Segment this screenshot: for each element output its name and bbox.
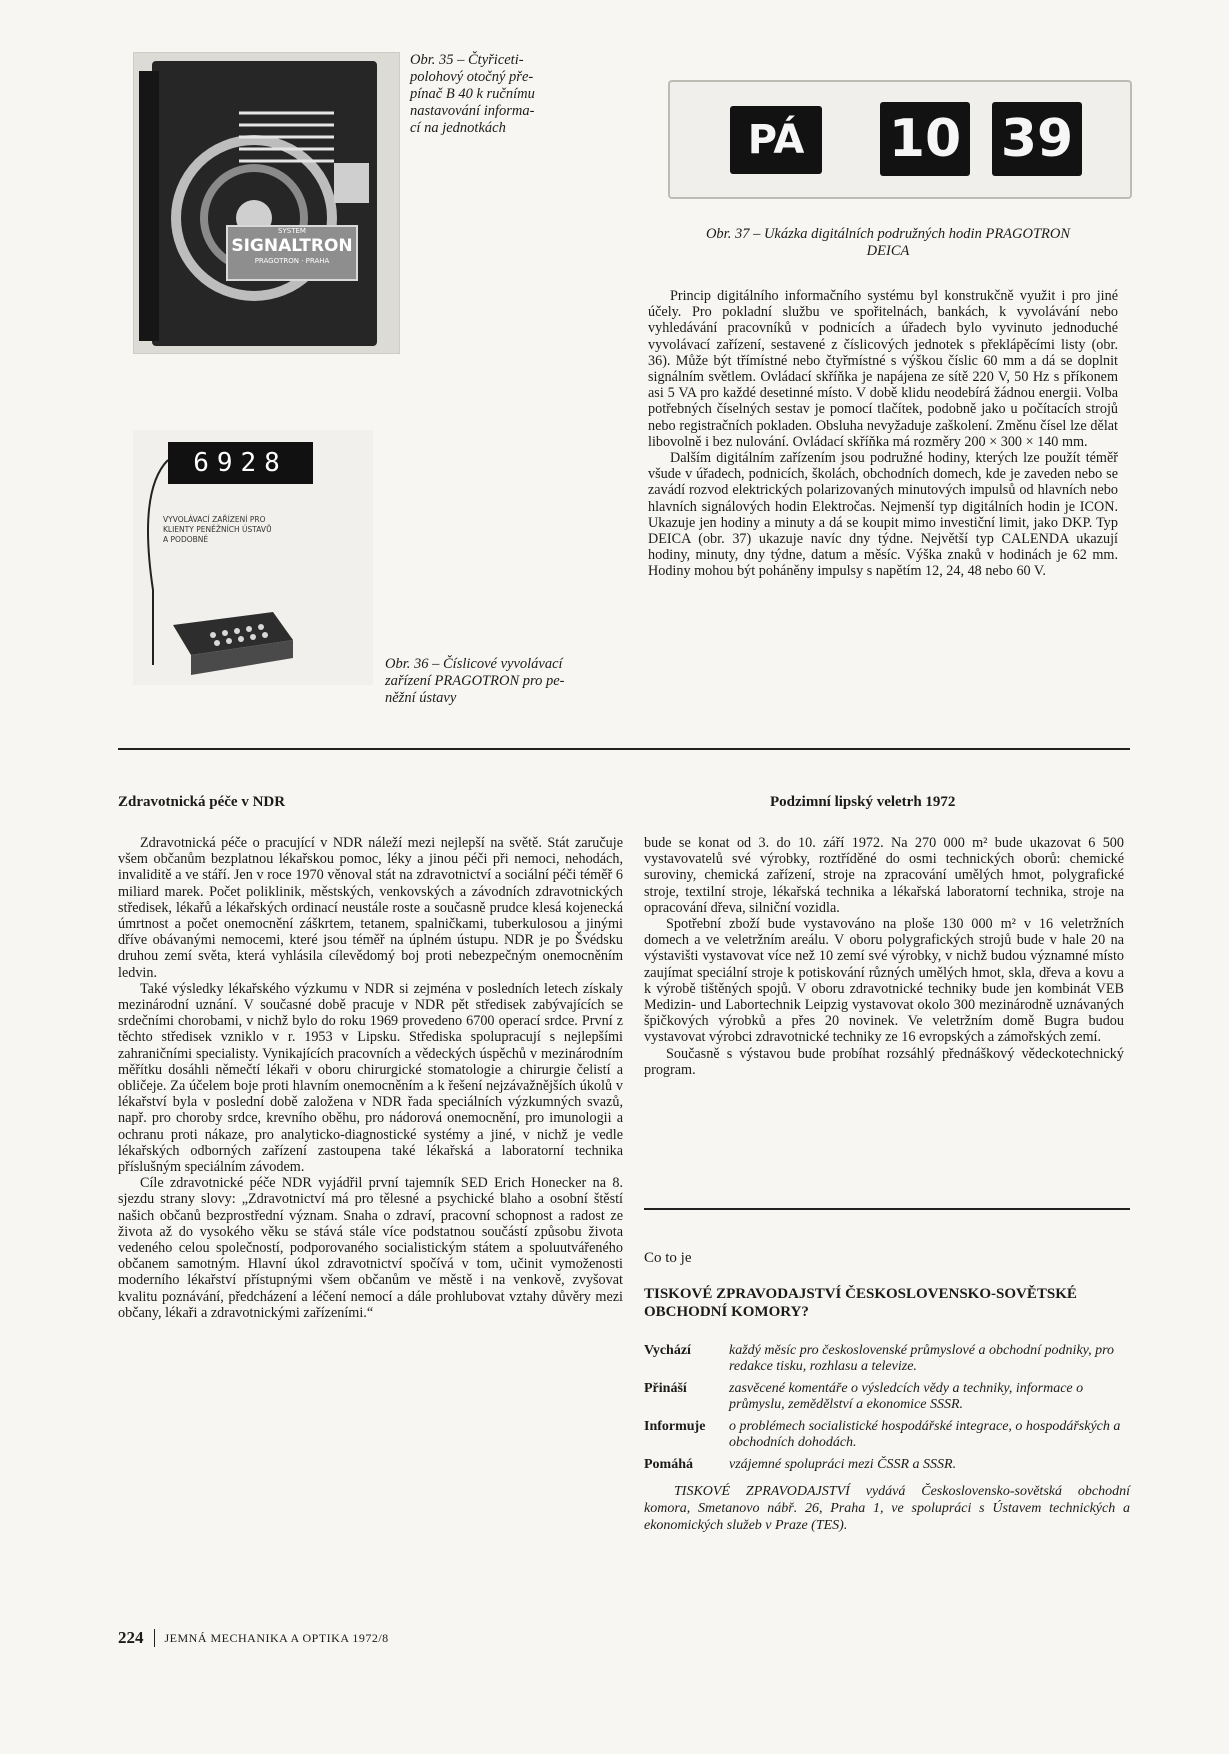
article-right-title: Podzimní lipský veletrh 1972 bbox=[770, 794, 956, 810]
caption-line: něžní ústavy bbox=[385, 690, 457, 706]
label-pragotron: PRAGOTRON · PRAHA bbox=[254, 257, 330, 265]
control-box-illustration bbox=[133, 430, 373, 685]
article-left-body bbox=[118, 835, 623, 1321]
box-row bbox=[644, 1419, 1130, 1451]
paragraph: bude se konat od 3. do 10. září 1972. Na 270 000 m² bude ukazovat 6 500 vystavovatelů své výrobky, roztříděné do osmi technických oborů: chemické suroviny, chemická zařízení, stroje na zpracování umělých hmot, polygrafické stroje, textilní stroje, lékařská technika a lékařská laboratorní technika, stroje na opracování dřeva, silniční vozidla. bbox=[644, 835, 1124, 916]
box-row bbox=[644, 1381, 1130, 1413]
label-system: SYSTEM bbox=[278, 227, 306, 235]
caption-line: nastavování informa- bbox=[410, 103, 535, 119]
paragraph: Princip digitálního informačního systému byl konstrukčně využit i pro jiné účely. Pro pokladní službu ve spořitelnách, bankách, k vyvolávání nebo vyhledávání pracovníků v podnicích a úřadech bylo vyvinuto jednoduché vyvolávací zařízení, sestavené z číslicových jednotek s překlápěcími listy (obr. 36). Může být třímístné nebo čtyřmístné s výškou číslic 60 mm a dá se doplnit signálním světlem. Ovládací skříňka je napájena ze sítě 220 V, 50 Hz s příkonem asi 5 VA pro každé desetinné místo. V době klidu neodebírá žádnou energii. Volba potřebných číselných sestav je pomocí tlačítek, podobně jako u počítacích strojů nebo registračních pokladen. Obsluha nevyžaduje zaškolení. Změnu čísel lze dělat libovolně i bez nulování. Ovládací skříňka má rozměry 200 × 300 × 140 mm. bbox=[648, 288, 1118, 450]
paragraph: Současně s výstavou bude probíhat rozsáhlý přednáškový vědeckotechnický program. bbox=[644, 1045, 1124, 1078]
figure-37-clock bbox=[668, 80, 1132, 199]
caption-line: DEICA bbox=[866, 243, 910, 259]
digital-system-text bbox=[648, 288, 1118, 580]
figure-36-photo bbox=[133, 430, 373, 685]
section-divider bbox=[118, 748, 1130, 750]
box-row bbox=[644, 1457, 1130, 1473]
row-text: vzájemné spolupráci mezi ČSSR a SSSR. bbox=[729, 1457, 957, 1472]
clock-day: PÁ bbox=[730, 106, 822, 174]
box-divider bbox=[644, 1208, 1130, 1210]
panel-text-line: VYVOLÁVACÍ ZAŘÍZENÍ PRO bbox=[163, 515, 266, 524]
caption-line: polohový otočný pře- bbox=[410, 69, 534, 85]
row-text: zasvěcené komentáře o výsledcích vědy a techniky, informace o průmyslu, zemědělství a ekonomice SSSR. bbox=[729, 1381, 1084, 1412]
figure-35-photo bbox=[133, 52, 400, 354]
paragraph: Zdravotnická péče o pracující v NDR náleží mezi nejlepší na světě. Stát zaručuje všem občanům bezplatnou lékařskou pomoc, léky a jinou péči při nemoci, nehodách, invaliditě a ve stáří. Jen v roce 1970 věnoval stát na zdravotnictví a sociální péči téměř 6 miliard marek. Počet poliklinik, městských, venkovských a závodních zdravotnických středisek, lékařů a lékařských ordinací neustále roste a současně prudce klesá kojenecká úmrtnost a počet onemocnění záškrtem, tetanem, spalničkami, tuberkulosou a jinými dříve obávanými nemocemi, které jsou téměř na úplném ústupu. NDR je po Švédsku druhou zemí světa, která vyhlásila cílevědomý boj proti nebezpečným onemocněním ledvin. bbox=[118, 835, 623, 981]
panel-text-line: KLIENTY PENĚŽNÍCH ÚSTAVŮ bbox=[163, 525, 272, 534]
panel-text-line: A PODOBNÉ bbox=[163, 535, 209, 544]
caption-line: Obr. 36 – Číslicové vyvolávací bbox=[385, 656, 563, 672]
page-footer bbox=[118, 1628, 389, 1648]
caption-line: Obr. 37 – Ukázka digitálních podružných hodin PRAGOTRON bbox=[705, 226, 1071, 242]
row-label: Vychází bbox=[644, 1343, 691, 1358]
row-label: Přináší bbox=[644, 1381, 687, 1396]
clock-hours: 10 bbox=[880, 102, 970, 176]
calling-display: 6928 bbox=[168, 442, 313, 484]
box-footer: TISKOVÉ ZPRAVODAJSTVÍ vydává Československo-sovětská obchodní komora, Smetanovo nábř. 26, Praha 1, ve spolupráci s Ústavem technických a ekonomických služeb v Praze (TES). bbox=[644, 1484, 1130, 1533]
article-left-title: Zdravotnická péče v NDR bbox=[118, 794, 286, 810]
page-number: 224 bbox=[118, 1628, 144, 1647]
figure-36-caption bbox=[385, 656, 625, 707]
caption-line: zařízení PRAGOTRON pro pe- bbox=[385, 673, 565, 689]
row-label: Pomáhá bbox=[644, 1457, 693, 1472]
paragraph: Také výsledky lékařského výzkumu v NDR si zejména v posledních letech získaly mezinárodní uznání. V současné době pracuje v NDR pět středisek zabývajících se srdečními chorobami, v nichž bylo do roku 1969 provedeno 6700 operací srdce. První z těchto středisek vzniklo v r. 1953 v Lipsku. Střediska spolupracují s nejlepšími zahraničními specialisty. Vynikajících pracovních a vědeckých úspěchů v mezinárodním měřítku dosáhli němečtí lékaři v oboru chirurgické stomatologie a chirurgie čelistí a obličeje. Za účelem boje proti hlavním onemocněním a k řešení nejzávažnějších úkolů v lékařství byla v poslední době založena v NDR řada speciálních výzkumných svazů, např. pro choroby srdce, krevního oběhu, pro nádorová onemocnění, pro imunologii a ochranu proti nákaze, pro analyticko-diagnostické systémy a jiné, v nichž je vedle lékařských odborných zařízení zastoupena také lékařská a laboratorní technika příslušným speciálním závodem. bbox=[118, 980, 623, 1176]
journal-name: JEMNÁ MECHANIKA A OPTIKA 1972/8 bbox=[164, 1630, 389, 1645]
article-right-body bbox=[644, 835, 1124, 1078]
box-headline: TISKOVÉ ZPRAVODAJSTVÍ ČESKOSLOVENSKO-SOVĚTSKÉ OBCHODNÍ KOMORY? bbox=[644, 1286, 1077, 1320]
row-text: každý měsíc pro československé průmyslové a obchodní podniky, pro redakce tisku, rozhlasu a televize. bbox=[729, 1343, 1115, 1374]
label-signaltron: SIGNALTRON bbox=[231, 236, 353, 256]
caption-line: Obr. 35 – Čtyřiceti- bbox=[410, 52, 524, 68]
press-service-box bbox=[644, 1250, 1130, 1534]
caption-line: cí na jednotkách bbox=[410, 120, 506, 136]
figure-37-caption bbox=[648, 226, 1128, 260]
row-text: o problémech socialistické hospodářské integrace, o hospodářských a obchodních dohodách. bbox=[729, 1419, 1121, 1450]
paragraph: Cíle zdravotnické péče NDR vyjádřil první tajemník SED Erich Honecker na 8. sjezdu strany slovy: „Zdravotnictví má pro tělesné a psychické blaho a osobní štěstí našich občanů bezprostřední význam. Snaha o zdraví, pracovní schopnost a radost ze života až do vysokého věku se stává stále více podstatnou součástí způsobu života vedeného celou společností, podporovaného socialistickým státem a spoluutvářeného občanem samotným. Hlavní úkol zdravotnictví spočívá v tom, učinit vymoženosti moderního lékařství přístupnými všem občanům ve městě i na venkově, zvyšovat kvalitu poznávání, předcházení a léčení nemocí a dále prohlubovat vztahy důvěry mezi občany, lékaři a zdravotnickými zařízeními.“ bbox=[118, 1175, 623, 1321]
paragraph: Dalším digitálním zařízením jsou podružné hodiny, kterých lze použít téměř všude v úřadech, podnicích, školách, obchodních domech, kde je zaveden nebo se zavádí rozvod elektrických polarizovaných minutových impulsů od hlavních nebo hlavních signálových hodin Elektročas. Nejmenší typ digitálních hodin je ICON. Ukazuje jen hodiny a minuty a dá se koupit mimo investiční limit, jako DKP. Typ DEICA (obr. 37) ukazuje navíc dny týdne. Největší typ CALENDA ukazují hodiny, minuty, dny týdne, datum a měsíc. Výška znaků v hodinách je 62 mm. Hodiny mohou být poháněny impulsy s napětím 12, 24, 48 nebo 60 V. bbox=[648, 450, 1118, 580]
rotary-switch-illustration bbox=[134, 53, 399, 353]
paragraph: Spotřební zboží bude vystavováno na ploše 130 000 m² v 16 veletržních domech a ve veletržním areálu. V oboru polygrafických strojů bude v hale 20 na výstavišti vystavovat více než 10 zemí své výrobky, v nichž budou významné místo zaujímat speciální stroje k potiskování různých umělých hmot, skla, dřeva a kovu a k výrobě tištěných spojů. V oboru zdravotnické techniky bude jen kombinát VEB Medizin- und Labortechnik Leipzig vystavovat okolo 300 mezinárodně uznávaných špičkových výrobků a přes 20 novinek. Ve veletržním domě Bugra budou vystavovat výrobci zdravotnické techniky ze 16 evropských a zámořských zemí. bbox=[644, 916, 1124, 1046]
box-row bbox=[644, 1343, 1130, 1375]
signaltron-label-plate bbox=[226, 225, 358, 281]
footer-separator bbox=[154, 1629, 155, 1647]
figure-35-caption bbox=[410, 52, 570, 137]
row-label: Informuje bbox=[644, 1419, 706, 1434]
caption-line: pínač B 40 k ručnímu bbox=[410, 86, 535, 102]
box-intro: Co to je bbox=[644, 1250, 692, 1266]
clock-minutes: 39 bbox=[992, 102, 1082, 176]
